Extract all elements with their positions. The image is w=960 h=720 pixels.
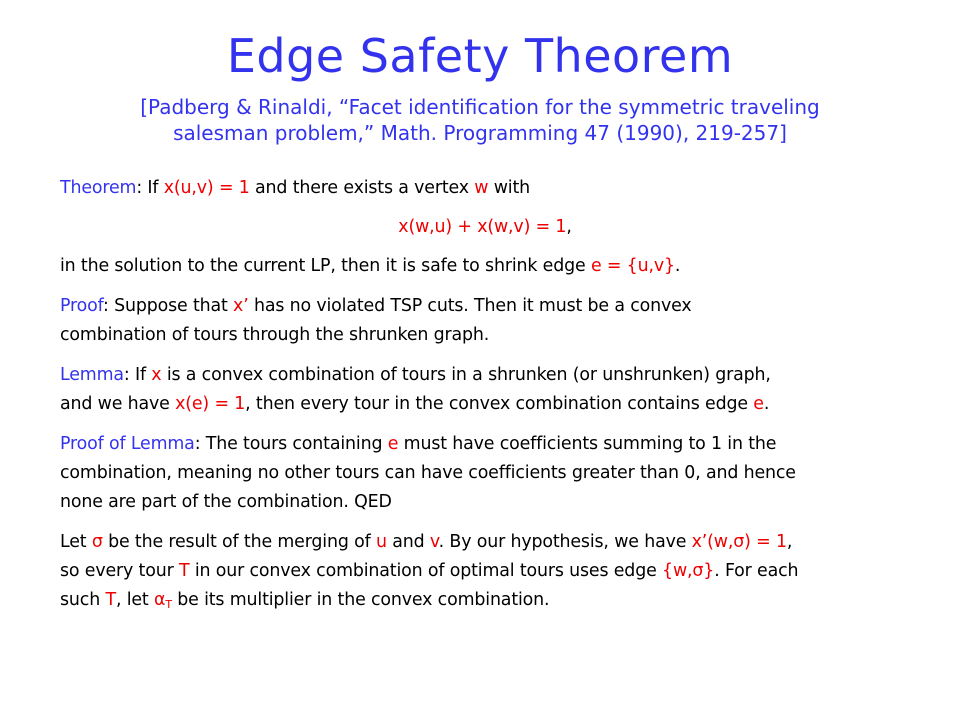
math-v: v <box>429 532 439 552</box>
final-line-2 <box>60 557 910 586</box>
text: : Suppose that <box>102 296 234 316</box>
math-equation: x(w,u) + x(w,v) = 1 <box>398 217 567 237</box>
math-x-prime-w-sigma: x’(w,σ) = 1 <box>691 532 787 552</box>
final-block <box>60 528 910 615</box>
citation <box>60 94 900 146</box>
math-alpha-subscript: T <box>165 598 172 611</box>
math-x: x <box>151 365 162 385</box>
text: so every tour <box>60 561 179 581</box>
lemma-line-1 <box>60 361 910 390</box>
text: : The tours containing <box>194 434 388 454</box>
lemma-block <box>60 361 910 419</box>
math-T: T <box>105 590 116 610</box>
text: , <box>786 532 793 552</box>
text: and there exists a vertex <box>249 178 475 198</box>
text: , then every tour in the convex combination contains edge <box>245 394 754 414</box>
math-x-prime: x’ <box>233 296 249 316</box>
proof-lemma-line-1 <box>60 430 910 459</box>
text: : If <box>136 178 164 198</box>
text: be the result of the merging of <box>102 532 376 552</box>
proof-line-1 <box>60 292 910 321</box>
math-w: w <box>474 178 489 198</box>
lemma-line-2 <box>60 390 910 419</box>
text: . By our hypothesis, we have <box>438 532 692 552</box>
proof-block <box>60 292 910 350</box>
citation-line-2: salesman problem,” Math. Programming 47 (1990), 219-257] <box>173 121 787 145</box>
theorem-line-1 <box>60 174 910 203</box>
proof-label: Proof <box>60 296 103 316</box>
text: , <box>566 217 572 237</box>
math-x-e: x(e) = 1 <box>175 394 246 414</box>
proof-lemma-line-3: none are part of the combination. QED <box>60 492 392 512</box>
math-edge-w-sigma: {w,σ} <box>662 561 715 581</box>
text: . For each <box>714 561 799 581</box>
citation-line-1: [Padberg & Rinaldi, “Facet identification for the symmetric traveling <box>140 95 820 119</box>
proof-of-lemma-block <box>60 430 910 517</box>
text: and <box>386 532 430 552</box>
text: in our convex combination of optimal tours uses edge <box>189 561 663 581</box>
text: , let <box>115 590 154 610</box>
text: Let <box>60 532 92 552</box>
text: has no violated TSP cuts. Then it must be a convex <box>248 296 692 316</box>
math-u: u <box>375 532 387 552</box>
theorem-line-3 <box>60 252 910 281</box>
math-e: e <box>387 434 399 454</box>
proof-of-lemma-label: Proof of Lemma <box>60 434 195 454</box>
math-alpha: α <box>153 590 166 610</box>
text: be its multiplier in the convex combination. <box>171 590 550 610</box>
text: in the solution to the current LP, then it is safe to shrink edge <box>60 256 591 276</box>
theorem-label: Theorem <box>60 178 137 198</box>
math-T: T <box>178 561 190 581</box>
theorem-equation <box>60 213 910 242</box>
text: is a convex combination of tours in a shrunken (or unshrunken) graph, <box>161 365 771 385</box>
theorem-block <box>60 174 910 281</box>
proof-line-2: combination of tours through the shrunken graph. <box>60 325 490 345</box>
text: and we have <box>60 394 176 414</box>
text: with <box>488 178 531 198</box>
text: : If <box>123 365 152 385</box>
math-e: e <box>753 394 764 414</box>
slide-title: Edge Safety Theorem <box>226 29 734 83</box>
final-line-3 <box>60 586 910 615</box>
math-e-uv: e = {u,v} <box>590 256 675 276</box>
text: . <box>674 256 681 276</box>
proof-lemma-line-2: combination, meaning no other tours can have coefficients greater than 0, and hence <box>60 463 796 483</box>
text: . <box>763 394 770 414</box>
text: such <box>60 590 106 610</box>
math-x-uv: x(u,v) = 1 <box>163 178 250 198</box>
text: must have coefficients summing to 1 in the <box>398 434 777 454</box>
math-sigma: σ <box>91 532 103 552</box>
lemma-label: Lemma <box>60 365 124 385</box>
final-line-1 <box>60 528 910 557</box>
slide-body <box>60 174 910 626</box>
